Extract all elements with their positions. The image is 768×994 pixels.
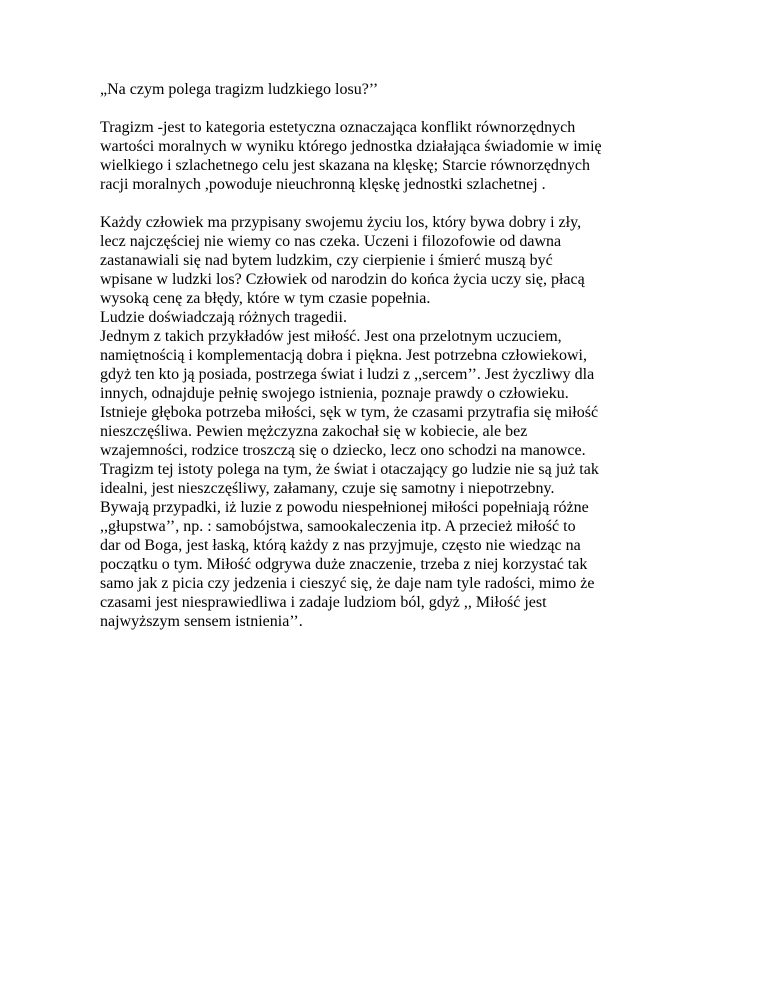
- text-line: Tragizm -jest to kategoria estetyczna oznaczająca konflikt równorzędnych: [100, 119, 576, 136]
- paragraph-definition: [100, 118, 660, 194]
- text-line: Każdy człowiek ma przypisany swojemu życiu los, który bywa dobry i zły,: [100, 214, 582, 231]
- document-body: [100, 80, 660, 631]
- text-line: gdyż ten kto ją posiada, postrzega świat i ludzi z ,,sercem’’. Jest życzliwy dla: [100, 366, 595, 383]
- text-line: Ludzie doświadczają różnych tragedii.: [100, 309, 347, 326]
- text-line: ,,głupstwa’’, np. : samobójstwa, samookaleczenia itp. A przecież miłość to: [100, 518, 576, 535]
- text-line: zastanawiali się nad bytem ludzkim, czy cierpienie i śmierć muszą być: [100, 252, 553, 269]
- document-title: „Na czym polega tragizm ludzkiego losu?’’: [100, 81, 379, 98]
- text-line: idealni, jest nieszczęśliwy, załamany, czuje się samotny i niepotrzebny.: [100, 480, 555, 497]
- text-line: nieszczęśliwa. Pewien mężczyzna zakochał się w kobiecie, ale bez: [100, 423, 528, 440]
- text-line: wartości moralnych w wyniku którego jednostka działająca świadomie w imię: [100, 138, 602, 155]
- text-line: Istnieje głęboka potrzeba miłości, sęk w tym, że czasami przytrafia się miłość: [100, 404, 599, 421]
- text-line: wielkiego i szlachetnego celu jest skazana na klęskę; Starcie równorzędnych: [100, 157, 591, 174]
- text-line: Tragizm tej istoty polega na tym, że świat i otaczający go ludzie nie są już tak: [100, 461, 599, 478]
- text-line: wysoką cenę za błędy, które w tym czasie popełnia.: [100, 290, 431, 307]
- paragraph-essay: [100, 213, 660, 631]
- paragraph-gap: [100, 99, 660, 118]
- text-line: czasami jest niesprawiedliwa i zadaje ludziom ból, gdyż ,, Miłość jest: [100, 594, 547, 611]
- text-line: racji moralnych ,powoduje nieuchronną klęskę jednostki szlachetnej .: [100, 176, 546, 193]
- text-line: wzajemności, rodzice troszczą się o dziecko, lecz ono schodzi na manowce.: [100, 442, 586, 459]
- text-line: innych, odnajduje pełnię swojego istnienia, poznaje prawdy o człowieku.: [100, 385, 569, 402]
- text-line: Bywają przypadki, iż luzie z powodu niespełnionej miłości popełniają różne: [100, 499, 589, 516]
- text-line: samo jak z picia czy jedzenia i cieszyć się, że daje nam tyle radości, mimo że: [100, 575, 595, 592]
- text-line: dar od Boga, jest łaską, którą każdy z nas przyjmuje, często nie wiedząc na: [100, 537, 581, 554]
- text-line: wpisane w ludzki los? Człowiek od narodzin do końca życia uczy się, płacą: [100, 271, 585, 288]
- text-line: lecz najczęściej nie wiemy co nas czeka. Uczeni i filozofowie od dawna: [100, 233, 562, 250]
- text-line: najwyższym sensem istnienia’’.: [100, 613, 303, 630]
- paragraph-gap: [100, 194, 660, 213]
- text-line: początku o tym. Miłość odgrywa duże znaczenie, trzeba z niej korzystać tak: [100, 556, 588, 573]
- text-line: namiętnością i komplementacją dobra i piękna. Jest potrzebna człowiekowi,: [100, 347, 587, 364]
- text-line: Jednym z takich przykładów jest miłość. Jest ona przelotnym uczuciem,: [100, 328, 562, 345]
